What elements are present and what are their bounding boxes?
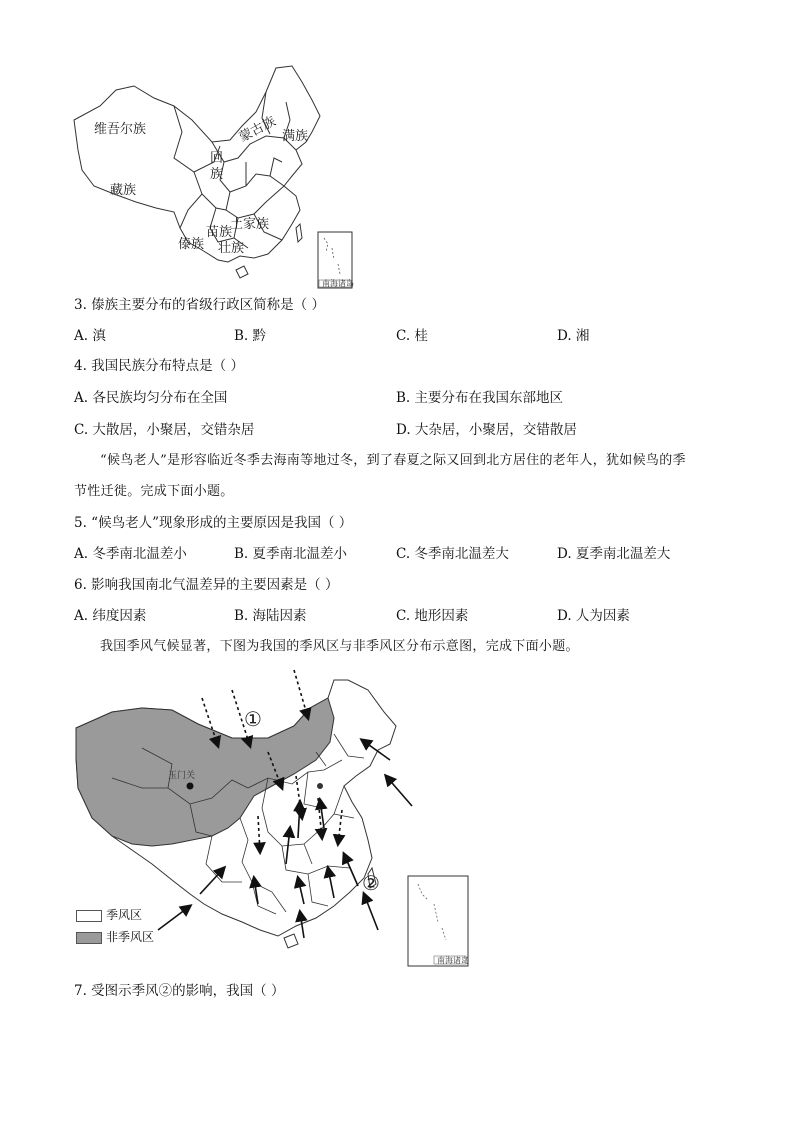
intro-paragraph-1-line-1: “候鸟老人”是形容临近冬季去海南等地过冬，到了春夏之际又回到北方居住的老年人，犹如候鸟的季 [100,453,686,468]
intro-paragraph-1-line-2: 节性迁徙。完成下面小题。 [74,484,234,499]
question-7-stem: 7. 受图示季风②的影响，我国（ ） [74,983,285,999]
label-uyghur: 维吾尔族 [94,122,147,137]
legend-non-monsoon-swatch [76,932,102,944]
q5-option-a[interactable]: A. 冬季南北温差小 [74,546,187,562]
monsoon-map [72,668,472,970]
label-tibetan: 藏族 [110,183,137,198]
intro-paragraph-2: 我国季风气候显著，下图为我国的季风区与非季风区分布示意图，完成下面小题。 [100,639,579,654]
q3-option-a[interactable]: A. 滇 [74,328,106,344]
label-hui-2: 族 [210,167,224,182]
q3-option-d[interactable]: D. 湘 [557,328,590,344]
q5-option-b[interactable]: B. 夏季南北温差小 [234,546,348,562]
china-outline [74,66,320,262]
label-manchu: 满族 [282,129,309,144]
label-hui-1: 回 [210,151,224,166]
label-tujia: 土家族 [230,217,270,232]
legend-monsoon-swatch [76,910,102,922]
q3-option-b[interactable]: B. 黔 [234,328,267,344]
legend-monsoon-label: 季风区 [106,908,143,922]
q6-option-a[interactable]: A. 纬度因素 [74,608,147,624]
beijing-marker [317,783,323,789]
marker-1: ① [244,707,262,731]
q6-option-b[interactable]: B. 海陆因素 [234,608,307,624]
inset-label-2: 南海诸岛 [437,956,469,965]
q6-option-c[interactable]: C. 地形因素 [396,608,469,624]
south-china-sea-inset [318,232,354,288]
q4-option-d[interactable]: D. 大杂居，小聚居，交错散居 [396,422,577,438]
label-zhuang: 壮族 [218,241,245,256]
q6-option-d[interactable]: D. 人为因素 [557,608,630,624]
label-dai: 傣族 [178,237,205,252]
inset-label: 南海诸岛 [322,279,354,288]
q4-option-c[interactable]: C. 大散居，小聚居，交错杂居 [74,422,255,438]
q4-option-b[interactable]: B. 主要分布在我国东部地区 [396,390,564,406]
q4-option-a[interactable]: A. 各民族均匀分布在全国 [74,390,228,406]
south-china-sea-inset-2 [408,876,469,966]
q5-option-d[interactable]: D. 夏季南北温差大 [557,546,671,562]
label-miao: 苗族 [206,225,233,240]
legend-non-monsoon-label: 非季风区 [106,930,155,944]
question-6-stem: 6. 影响我国南北气温差异的主要因素是（ ） [74,577,339,593]
yumen-marker [187,783,194,790]
q5-option-c[interactable]: C. 冬季南北温差大 [396,546,509,562]
ethnic-map [70,62,370,294]
question-5-stem: 5. “候鸟老人”现象形成的主要原因是我国（ ） [74,515,353,531]
label-mongol: 蒙古族 [236,113,279,146]
question-3-stem: 3. 傣族主要分布的省级行政区简称是（ ） [74,297,325,313]
marker-2: ② [362,871,380,895]
yumen-label: 玉门关 [168,771,196,781]
question-4-stem: 4. 我国民族分布特点是（ ） [74,358,244,374]
q3-option-c[interactable]: C. 桂 [396,328,428,344]
